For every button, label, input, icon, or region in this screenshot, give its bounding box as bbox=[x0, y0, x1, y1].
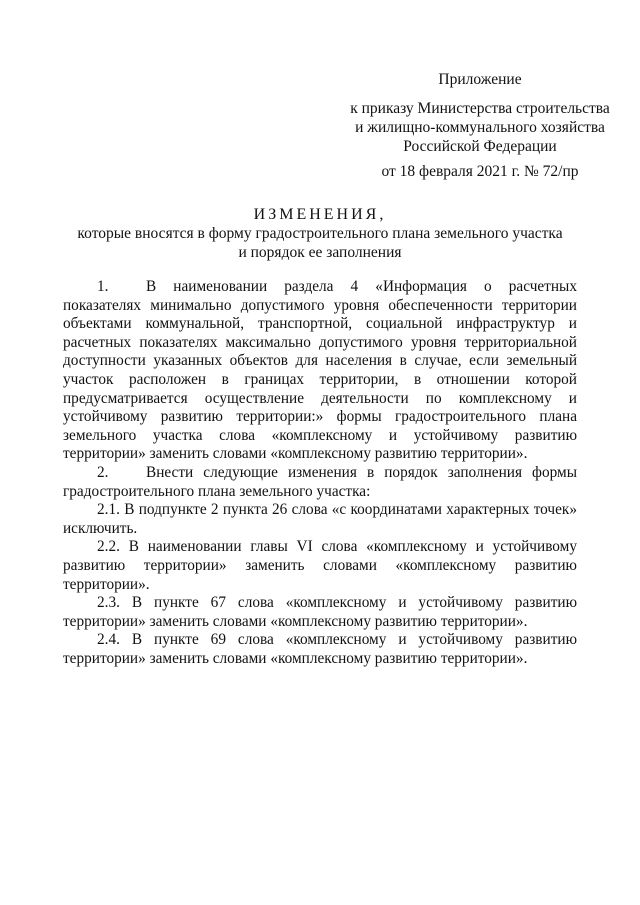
subitem-2-1: 2.1. В подпункте 2 пункта 26 слова «с координатами характерных точек» исключить. bbox=[63, 501, 577, 537]
subitem-2-3: 2.3. В пункте 67 слова «комплексному и устойчивому развитию территории» заменить словами «комплексному развитию территории». bbox=[63, 594, 577, 630]
appendix-line-1: к приказу Министерства строительства bbox=[350, 100, 610, 117]
appendix-line-2: и жилищно-коммунального хозяйства bbox=[355, 119, 605, 136]
document-heading bbox=[60, 205, 580, 262]
item-1-number: 1. bbox=[97, 278, 109, 295]
appendix-date: от 18 февраля 2021 г. № 72/пр bbox=[381, 163, 579, 180]
appendix-line-3: Российской Федерации bbox=[403, 138, 557, 155]
appendix-block bbox=[335, 70, 625, 181]
subitem-2-4: 2.4. В пункте 69 слова «комплексному и устойчивому развитию территории» заменить словами «комплексному развитию территории». bbox=[63, 631, 577, 667]
subitem-2-2: 2.2. В наименовании главы VI слова «комплексному и устойчивому развитию территории» заменить словами «комплексному развитию территории». bbox=[63, 538, 577, 593]
heading-line-1: которые вносятся в форму градостроительного плана земельного участка bbox=[77, 225, 563, 242]
item-2-text: Внести следующие изменения в порядок заполнения формы градостроительного плана земельного участка: bbox=[63, 463, 577, 500]
item-1 bbox=[63, 278, 577, 464]
item-1-text: В наименовании раздела 4 «Информация о расчетных показателях минимально допустимого уровня обеспеченности территории объектами коммунальной, транспортной, социальной инфраструктур и расчетных показателях максимально допустимого уровня территориальной доступности указанных объектов для населения в случае, если земельный участок расположен в границах территории, в отношении которой предусматривается осуществление деятельности по комплексному и устойчивому развитию территории:» формы градостроительного плана земельного участка слова «комплексному и устойчивому развитию территории» заменить словами «комплексному развитию территории». bbox=[63, 278, 577, 463]
item-2-number: 2. bbox=[97, 463, 109, 481]
appendix-label: Приложение bbox=[438, 71, 522, 88]
heading-title: ИЗМЕНЕНИЯ, bbox=[253, 206, 387, 223]
heading-line-2: и порядок ее заполнения bbox=[238, 244, 402, 261]
item-2 bbox=[63, 464, 577, 501]
document-body bbox=[63, 278, 577, 668]
